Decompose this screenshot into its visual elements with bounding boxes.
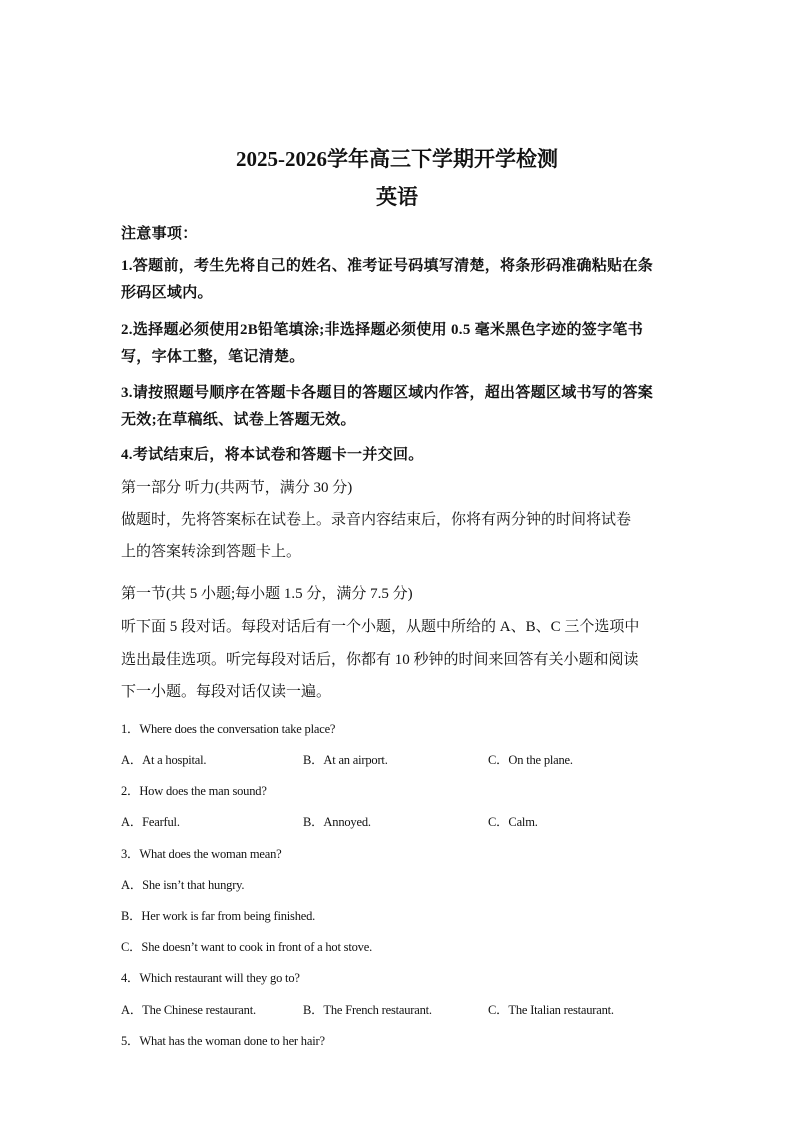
question-4-option-c: C．The Italian restaurant. (488, 1003, 614, 1017)
question-2-option-c: C．Calm. (488, 815, 538, 829)
subject-title: 英语 (376, 185, 418, 209)
question-2-stem: 2．How does the man sound? (121, 784, 267, 798)
notes-heading: 注意事项： (121, 226, 198, 242)
section-1-heading: 第一节(共 5 小题;每小题 1.5 分，满分 7.5 分) (121, 586, 413, 602)
question-3-stem: 3．What does the woman mean? (121, 847, 282, 861)
section-1-instr-line-3: 下一小题。每段对话仅读一遍。 (121, 684, 332, 700)
exam-title: 2025-2026学年高三下学期开学检测 (236, 147, 558, 171)
note-4: 4.考试结束后，将本试卷和答题卡一并交回。 (121, 447, 424, 463)
section-1-instr-line-2: 选出最佳选项。听完每段对话后，你都有 10 秒钟的时间来回答有关小题和阅读 (121, 652, 639, 668)
part-1-intro-line-2: 上的答案转涂到答题卡上。 (121, 544, 302, 560)
question-3-option-a: A．She isn’t that hungry. (121, 878, 245, 892)
note-2-line-2: 写，字体工整，笔记清楚。 (121, 349, 305, 365)
question-1-stem: 1．Where does the conversation take place? (121, 722, 336, 736)
question-4-option-b: B．The French restaurant. (303, 1003, 432, 1017)
question-4-option-a: A．The Chinese restaurant. (121, 1003, 256, 1017)
question-2-option-b: B．Annoyed. (303, 815, 371, 829)
note-3-line-1: 3.请按照题号顺序在答题卡各题目的答题区域内作答，超出答题区域书写的答案 (121, 385, 654, 401)
question-5-stem: 5．What has the woman done to her hair? (121, 1034, 325, 1048)
note-1-line-2: 形码区域内。 (121, 285, 213, 301)
question-1-option-c: C．On the plane. (488, 753, 573, 767)
section-1-instr-line-1: 听下面 5 段对话。每段对话后有一个小题，从题中所给的 A、B、C 三个选项中 (121, 619, 640, 635)
question-1-option-b: B．At an airport. (303, 753, 388, 767)
part-1-heading: 第一部分 听力(共两节，满分 30 分) (121, 480, 353, 496)
note-1-line-1: 1.答题前，考生先将自己的姓名、准考证号码填写清楚，将条形码准确粘贴在条 (121, 258, 654, 274)
note-2-line-1: 2.选择题必须使用2B铅笔填涂;非选择题必须使用 0.5 毫米黑色字迹的签字笔书 (121, 322, 644, 338)
question-1-option-a: A．At a hospital. (121, 753, 207, 767)
question-4-stem: 4．Which restaurant will they go to? (121, 971, 300, 985)
question-3-option-b: B．Her work is far from being finished. (121, 909, 316, 923)
part-1-intro-line-1: 做题时，先将答案标在试卷上。录音内容结束后，你将有两分钟的时间将试卷 (121, 512, 632, 528)
question-2-option-a: A．Fearful. (121, 815, 180, 829)
question-3-option-c: C．She doesn’t want to cook in front of a hot stove. (121, 940, 372, 954)
note-3-line-2: 无效;在草稿纸、试卷上答题无效。 (121, 412, 356, 428)
